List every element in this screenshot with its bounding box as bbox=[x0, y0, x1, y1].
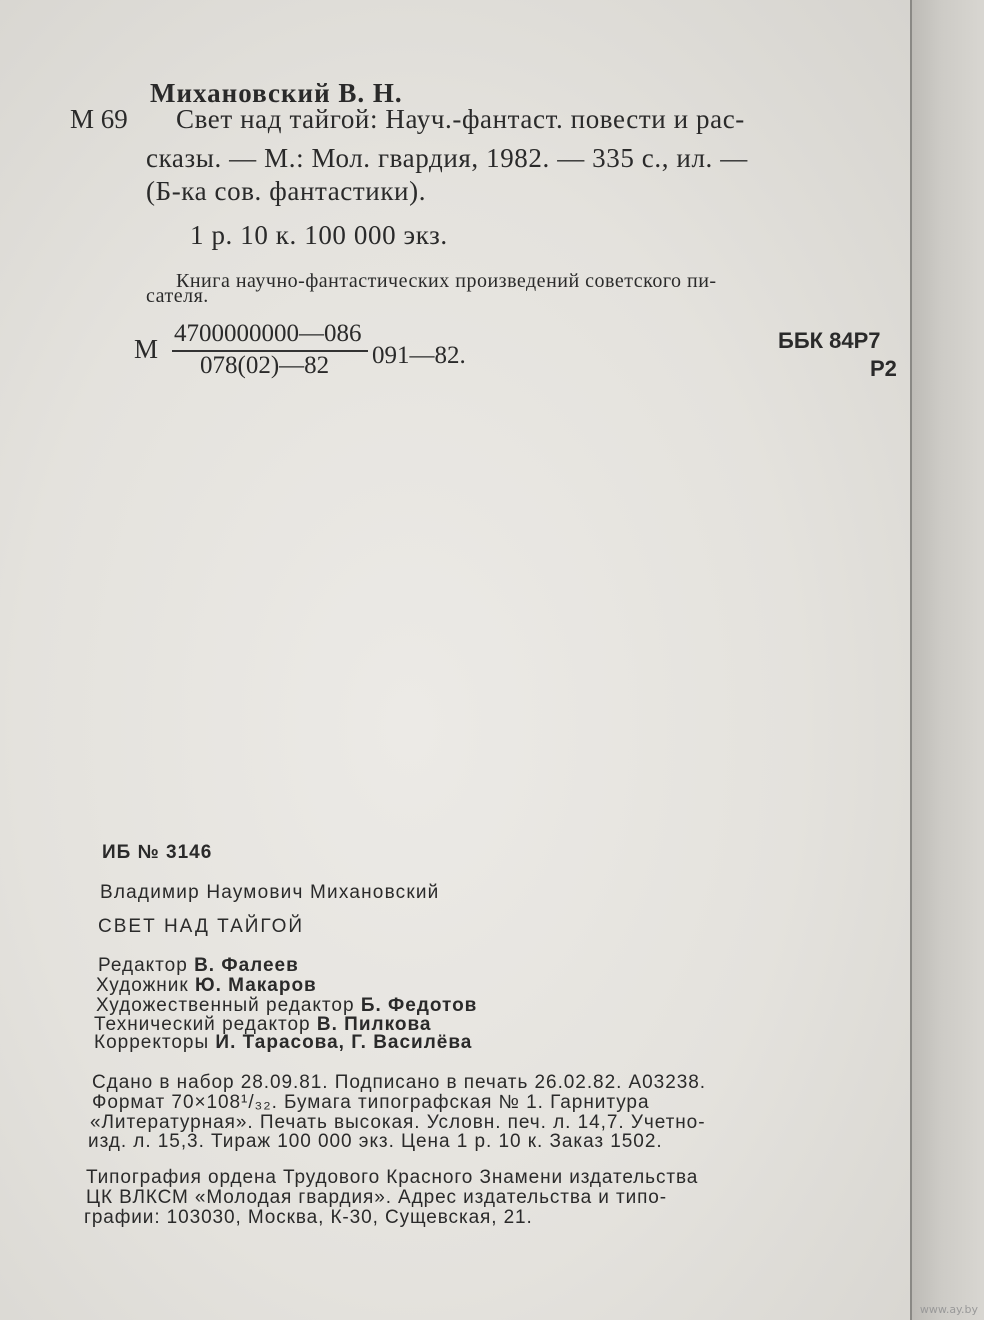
imprint-title: СВЕТ НАД ТАЙГОЙ bbox=[98, 916, 305, 937]
print-line-2: Формат 70×108¹/₃₂. Бумага типографская № 1. Гарнитура bbox=[92, 1092, 650, 1113]
bib-bbk-2: Р2 bbox=[870, 356, 897, 381]
credit-name: В. Пилкова bbox=[316, 1014, 432, 1035]
print-line-4: изд. л. 15,3. Тираж 100 000 экз. Цена 1 р. 10 к. Заказ 1502. bbox=[88, 1131, 663, 1152]
credit-name: Ю. Макаров bbox=[194, 975, 317, 996]
watermark: www.ay.by bbox=[919, 1303, 978, 1316]
book-spine bbox=[910, 0, 984, 1320]
bib-denominator: 078(02)—82 bbox=[200, 352, 330, 379]
bib-annotation-1: Книга научно-фантастических произведений советского пи- bbox=[176, 270, 717, 292]
bib-bbk-1: ББК 84Р7 bbox=[778, 328, 881, 353]
bib-price: 1 р. 10 к. 100 000 экз. bbox=[190, 220, 448, 250]
bib-line-3: (Б-ка сов. фантастики). bbox=[146, 176, 427, 206]
credit-proofreaders bbox=[94, 1032, 472, 1054]
credit-role: Художественный редактор bbox=[96, 995, 355, 1016]
imprint-ib: ИБ № 3146 bbox=[102, 842, 213, 863]
bib-line-2: сказы. — М.: Мол. гвардия, 1982. — 335 с., ил. — bbox=[146, 143, 748, 173]
credit-name: В. Фалеев bbox=[194, 955, 299, 976]
print-line-3: «Литературная». Печать высокая. Условн. печ. л. 14,7. Учетно- bbox=[90, 1112, 706, 1133]
credit-role: Корректоры bbox=[94, 1032, 210, 1053]
credit-role: Художник bbox=[96, 975, 189, 996]
print-line-1: Сдано в набор 28.09.81. Подписано в печать 26.02.82. А03238. bbox=[92, 1072, 706, 1093]
credit-role: Редактор bbox=[98, 955, 188, 976]
bib-annotation-2: сателя. bbox=[146, 285, 209, 307]
bib-code: М 69 bbox=[70, 104, 128, 134]
credit-artist bbox=[96, 975, 317, 997]
bib-author: Михановский В. Н. bbox=[150, 78, 403, 108]
press-line-3: графии: 103030, Москва, К-30, Сущевская, 21. bbox=[84, 1207, 533, 1228]
bib-numerator: 4700000000—086 bbox=[174, 320, 362, 347]
bib-line-1: Свет над тайгой: Науч.-фантаст. повести и рас- bbox=[176, 104, 745, 134]
credit-name: И. Тарасова, Г. Василёва bbox=[215, 1032, 473, 1053]
credit-editor bbox=[98, 955, 299, 977]
press-line-2: ЦК ВЛКСМ «Молодая гвардия». Адрес издательства и типо- bbox=[86, 1187, 667, 1208]
bib-index-letter: М bbox=[134, 334, 159, 364]
credit-name: Б. Федотов bbox=[360, 995, 478, 1016]
press-line-1: Типография ордена Трудового Красного Знамени издательства bbox=[86, 1167, 699, 1188]
imprint-full-author: Владимир Наумович Михановский bbox=[100, 882, 440, 903]
bib-suffix: 091—82. bbox=[372, 342, 466, 369]
credit-role: Технический редактор bbox=[94, 1014, 311, 1035]
